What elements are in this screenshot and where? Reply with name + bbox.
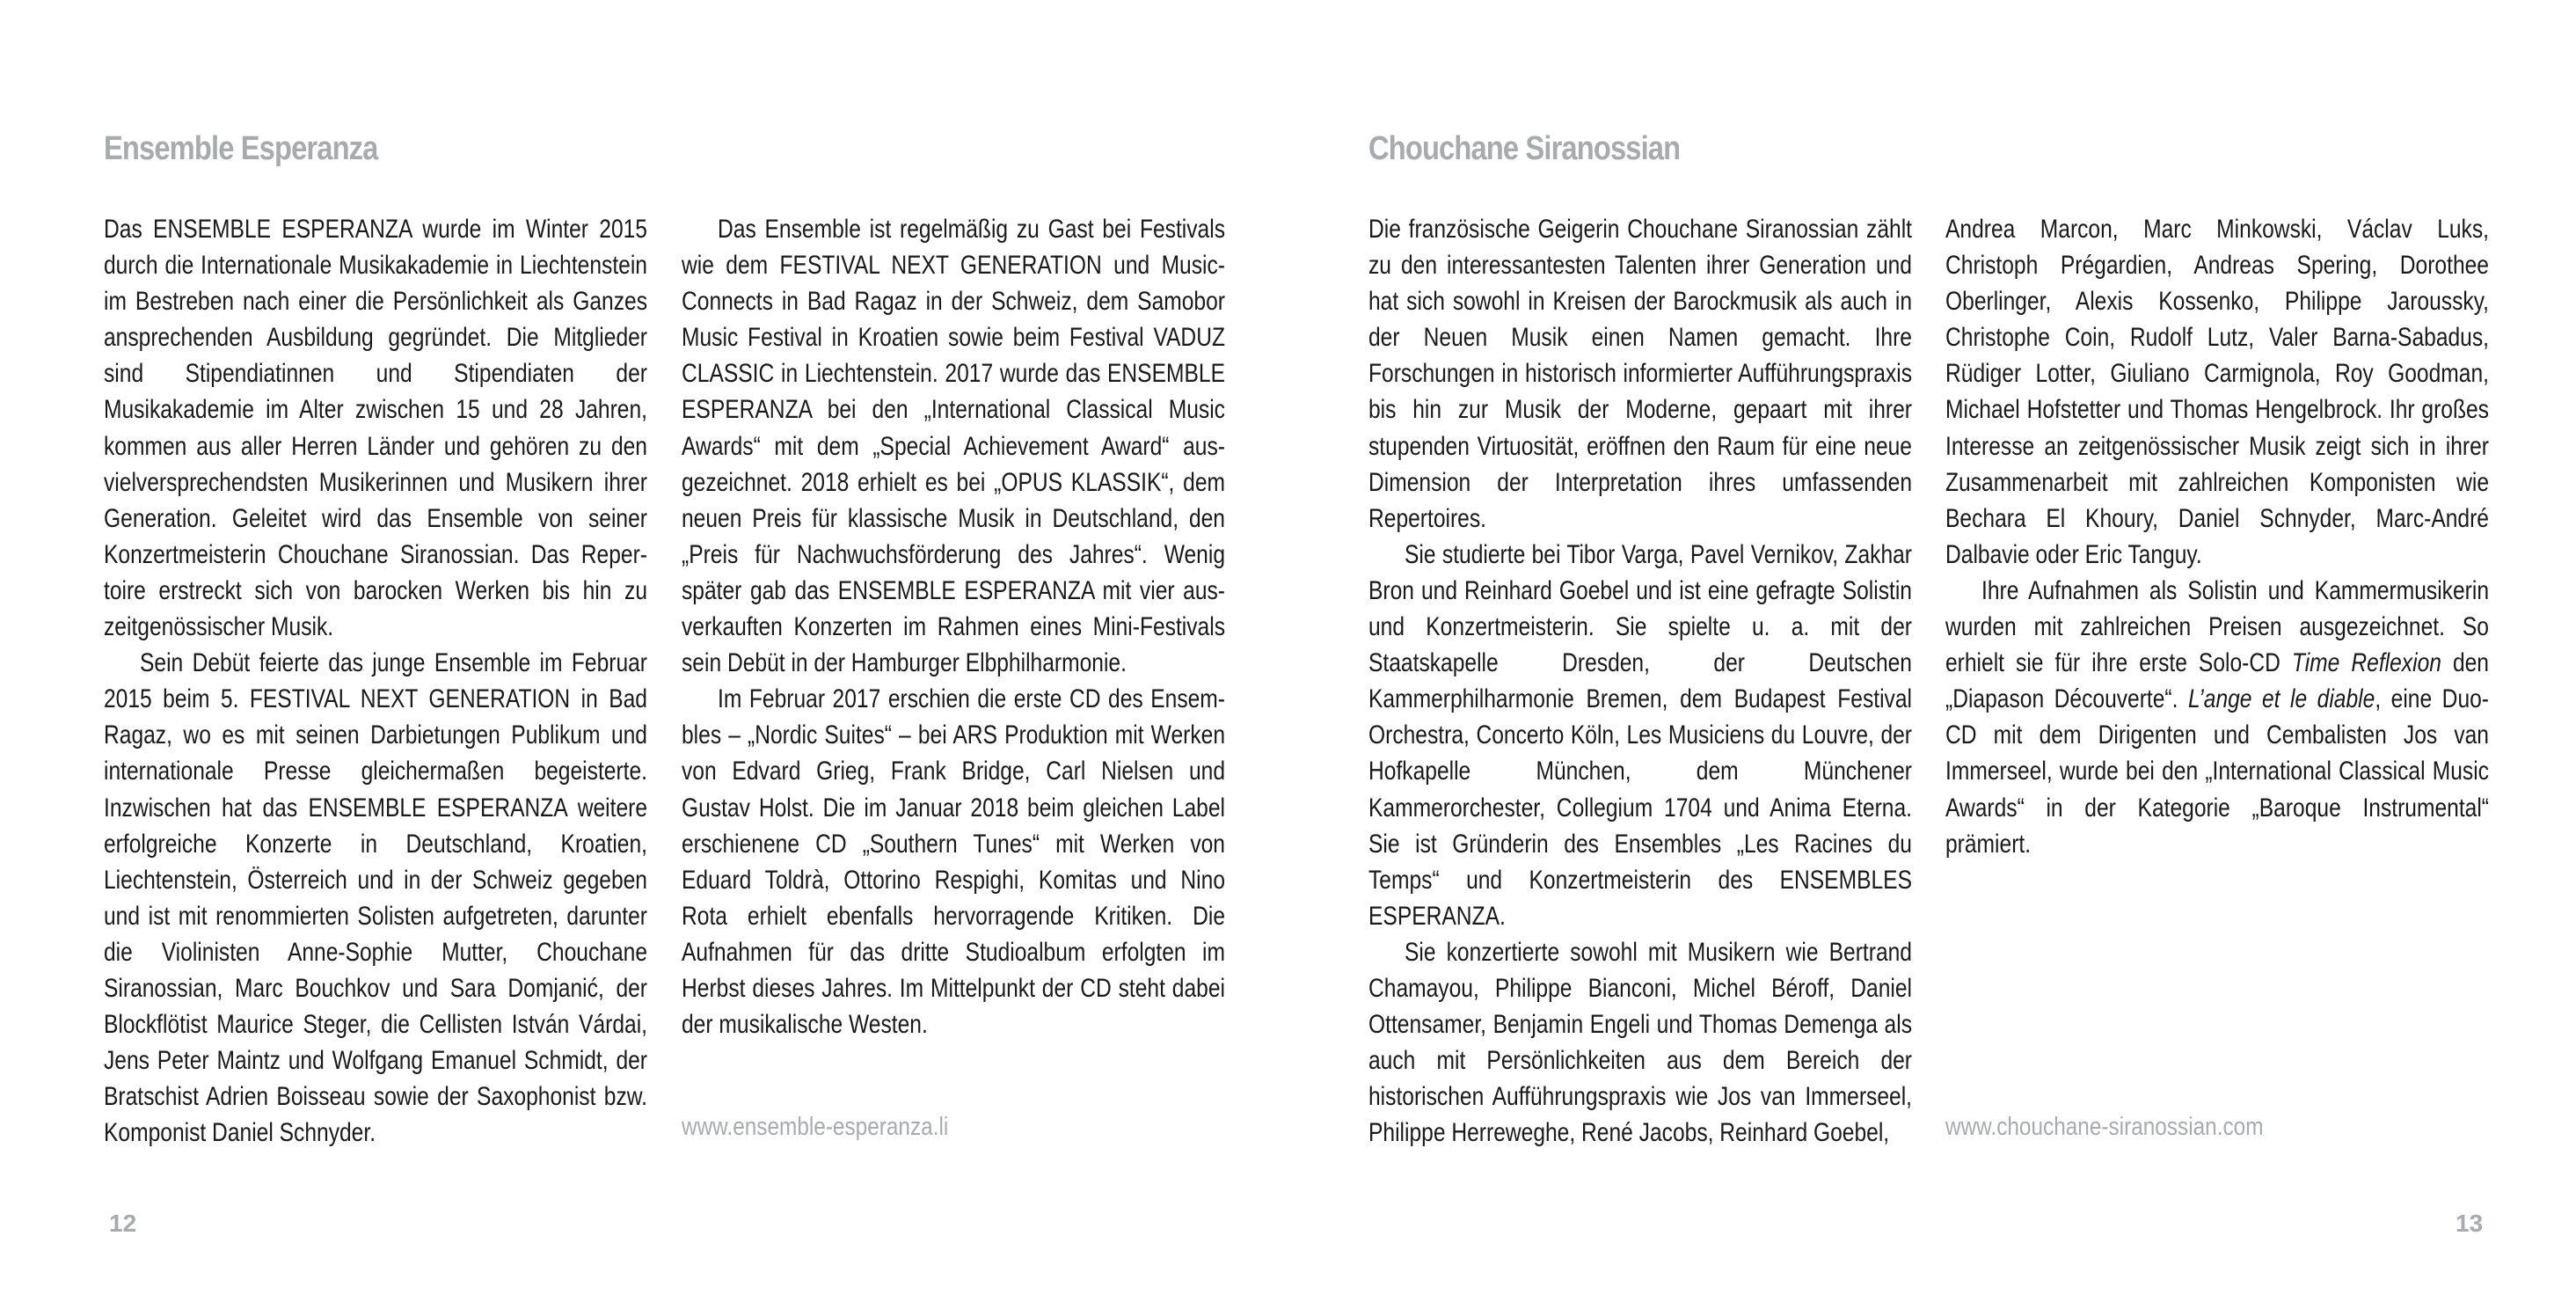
paragraph: Sie studierte bei Tibor Varga, Pavel Vernikov, Zakhar Bron und Reinhard Goebel und ist eine gefragte Solistin und Konzertmeisterin. Sie spielte u. a. mit der Staatskapelle Dresden, der Deutschen Kammerphilharmonie Bremen, dem Budapest Festival Orchestra, Concerto Köln, Les Musiciens du Louvre, der Hofkapelle München, dem Münchener Kammerorchester, Collegium 1704 und Anima Eterna. Sie ist Gründerin des Ensembles „Les Racines du Temps“ und Konzertmeisterin des ENSEMBLES ESPERANZA. bbox=[1368, 539, 1912, 931]
paragraph: Andrea Marcon, Marc Minkowski, Václav Luks, Christoph Prégardien, Andreas Spering, Dorothee Oberlinger, Alexis Kossenko, Philippe Jaroussky, Christophe Coin, Rudolf Lutz, Valer Barna-Sabadus, Rüdiger Lotter, Giuliano Carmignola, Roy Goodman, Michael Hofstetter und Thomas Hengelbrock. Ihr großes Interesse an zeitgenössischer Musik zeigt sich in ihrer Zusammenarbeit mit zahlreichen Komponisten wie Bechara El Khoury, Daniel Schnyder, Marc-André Dalbavie oder Eric Tanguy. bbox=[1945, 215, 2489, 569]
cd-title: Time Reflexion bbox=[2291, 648, 2441, 678]
paragraph: Die französische Geigerin Chouchane Siranossian zählt zu den interessantesten Talenten ihrer Generation und hat sich sowohl in Kreisen der Barockmusik als auch in der Neuen Musik einen Namen gemacht. Ihre Forschungen in historisch informierter Aufführungspraxis bis hin zur Musik der Moderne, gepaart mit ihrer stupenden Virtuosität, eröffnen den Raum für eine neue Dimension der Interpretation ihres umfassenden Repertoires. bbox=[1368, 215, 1912, 533]
text-run: den „Diapason Découverte“. bbox=[1945, 648, 2489, 714]
website-link[interactable]: www.ensemble-esperanza.li bbox=[682, 1113, 949, 1141]
paragraph: Sie konzertierte sowohl mit Musikern wie Bertrand Chamayou, Philippe Bianconi, Michel Béroff, Daniel Ottensamer, Benjamin Engeli und Thomas Demenga als auch mit Persönlichkeiten aus dem Bereich der historischen Aufführungspraxis wie Jos van Immerseel, Philippe Herreweghe, René Jacobs, Reinhard Goebel, bbox=[1368, 937, 1912, 1148]
section-heading: Ensemble Esperanza bbox=[104, 130, 378, 167]
text-run: , eine Duo-CD mit dem Dirigenten und Cembalisten Jos van Immerseel, wurde bei den „International Classical Music Awards“ in der Kategorie „Baroque Instrumental“ prämiert. bbox=[1945, 684, 2490, 859]
text-column bbox=[1368, 211, 1912, 1151]
text-column bbox=[1945, 211, 2489, 862]
paragraph: Sein Debüt feierte das junge Ensemble im Februar 2015 beim 5. FESTIVAL NEXT GENERATION in Bad Ragaz, wo es mit seinen Darbietungen Publikum und internationale Presse gleichermaßen begeisterte. Inzwischen hat das ENSEMBLE ESPERANZA weitere erfolgreiche Konzerte in Deutschland, Kroatien, Liechtenstein, Österreich und in der Schweiz gegeben und ist mit renommierten Solisten aufgetreten, darunter die Violinisten Anne-Sophie Mutter, Chouchane Siranossian, Marc Bouchkov und Sara Domjanić, der Blockflötist Maurice Steger, die Cellisten István Várdai, Jens Peter Maintz und Wolfgang Emanuel Schmidt, der Bratschist Adrien Boisseau sowie der Saxophonist bzw. Komponist Daniel Schnyder. bbox=[104, 648, 647, 1148]
page-number: 13 bbox=[2456, 1210, 2484, 1237]
right-page bbox=[1288, 0, 2576, 1309]
website-link[interactable]: www.chouchane-siranossian.com bbox=[1945, 1113, 2264, 1141]
paragraph: Das ENSEMBLE ESPERANZA wurde im Winter 2015 durch die Internationale Musikakademie in Liechtenstein im Bestreben nach einer die Persönlichkeit als Ganzes ansprechenden Ausbildung gegründet. Die Mitglieder sind Stipendiatinnen und Stipendiaten der Musikakademie im Alter zwischen 15 und 28 Jahren, kommen aus aller Herren Länder und gehören zu den vielversprechendsten Musikerinnen und Musikern ihrer Generation. Geleitet wird das Ensemble von seiner Konzertmeisterin Chouchane Siranossian. Das Repertoire erstreckt sich von barocken Werken bis hin zu zeitgenössischer Musik. bbox=[104, 215, 647, 642]
paragraph: Im Februar 2017 erschien die erste CD des Ensembles – „Nordic Suites“ – bei ARS Produktion mit Werken von Edvard Grieg, Frank Bridge, Carl Nielsen und Gustav Holst. Die im Januar 2018 beim gleichen Label erschienene CD „Southern Tunes“ mit Werken von Eduard Toldrà, Ottorino Respighi, Komitas und Nino Rota erhielt ebenfalls hervorragende Kritiken. Die Aufnahmen für das dritte Studioalbum erfolgten im Herbst dieses Jahres. Im Mittelpunkt der CD steht dabei der musikalische Westen. bbox=[682, 684, 1225, 1040]
paragraph bbox=[1945, 573, 2489, 862]
page-number: 12 bbox=[109, 1210, 137, 1237]
text-run: Ihre Aufnahmen als Solistin und Kammermusikerin wurden mit zahlreichen Preisen ausgezeichnet. So erhielt sie für ihre erste Solo-CD bbox=[1945, 575, 2489, 678]
cd-title: L’ange et le diable bbox=[2187, 684, 2375, 714]
text-column bbox=[104, 211, 647, 1151]
text-column bbox=[682, 211, 1225, 1042]
paragraph: Das Ensemble ist regelmäßig zu Gast bei Festivals wie dem FESTIVAL NEXT GENERATION und Music-Connects in Bad Ragaz in der Schweiz, dem Samobor Music Festival in Kroatien sowie beim Festival VADUZ CLASSIC in Liechtenstein. 2017 wurde das ENSEMBLE ESPERANZA bei den „International Classical Music Awards“ mit dem „Special Achievement Award“ ausgezeichnet. 2018 erhielt es bei „OPUS KLASSIK“, dem neuen Preis für klassische Musik in Deutschland, den „Preis für Nachwuchsförderung des Jahres“. Wenig später gab das ENSEMBLE ESPERANZA mit vier ausverkauften Konzerten im Rahmen eines Mini-Festivals sein Debüt in der Hamburger Elbphilharmonie. bbox=[682, 215, 1225, 678]
section-heading: Chouchane Siranossian bbox=[1368, 130, 1681, 167]
